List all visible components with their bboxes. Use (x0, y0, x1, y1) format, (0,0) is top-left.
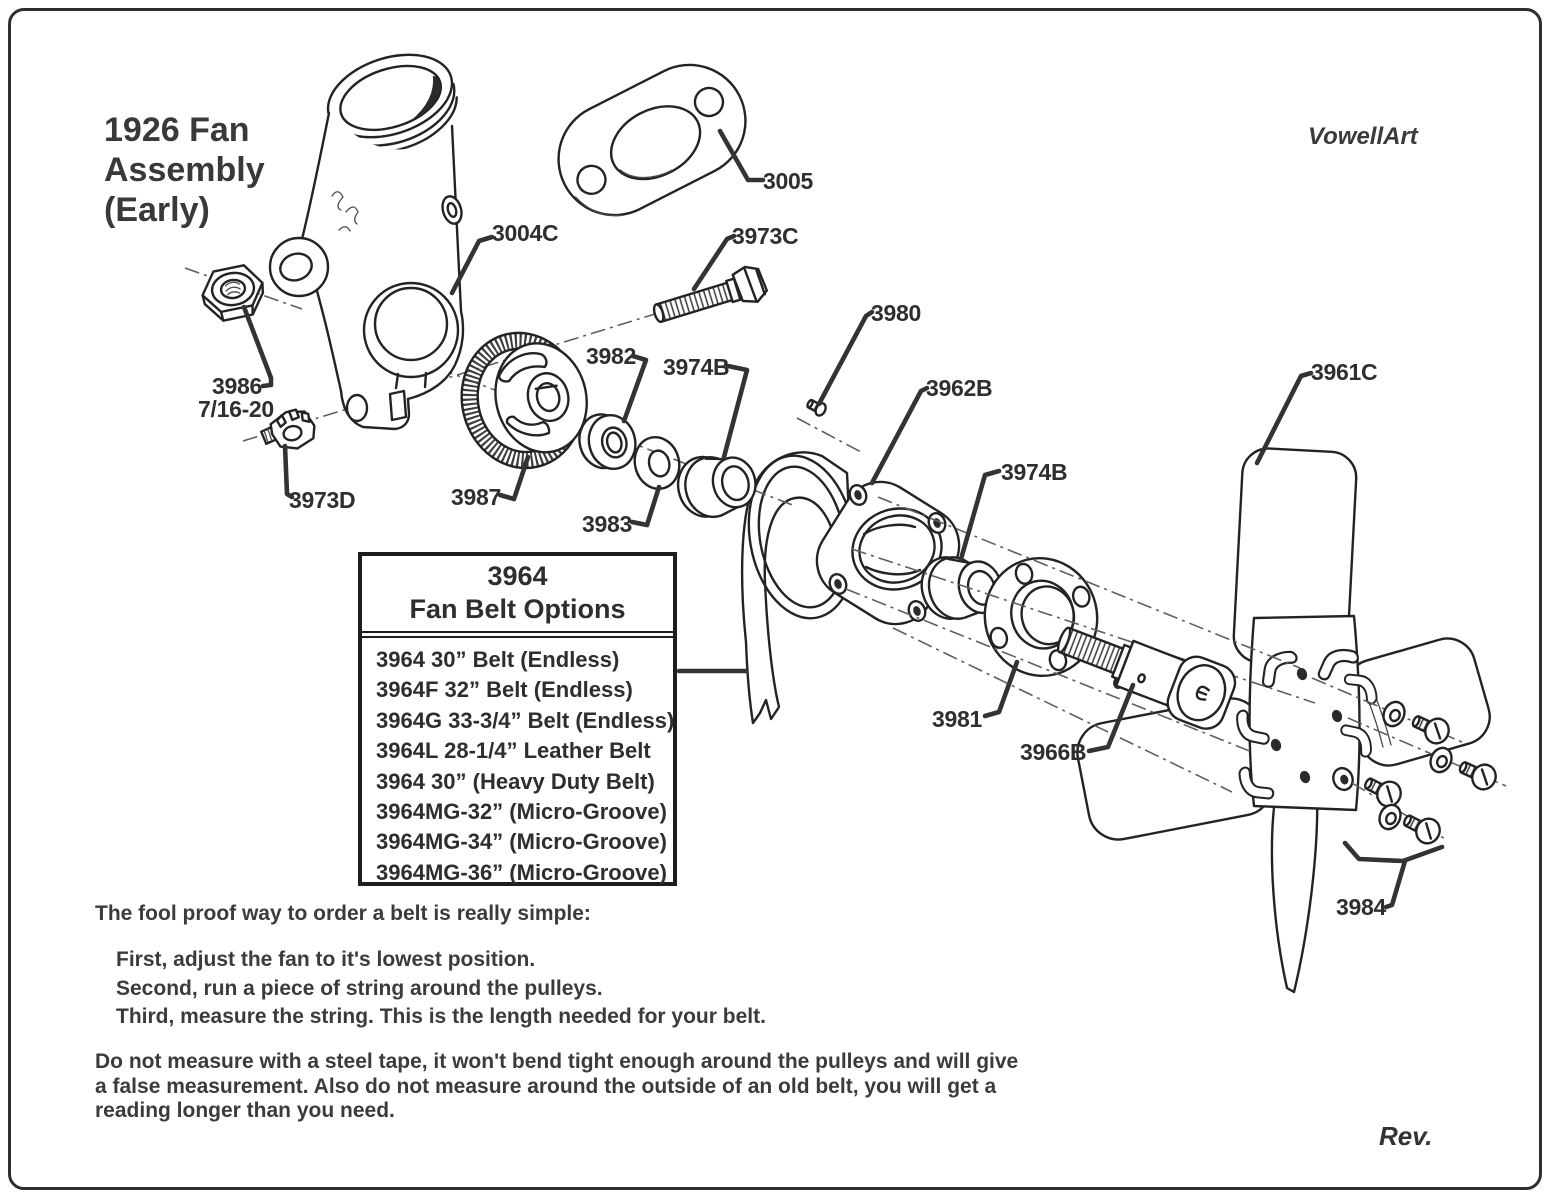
page-title-line3: (Early) (104, 191, 210, 229)
part-label-3987: 3987 (451, 484, 501, 510)
belt-option-row: 3964 30” Belt (Endless) (376, 647, 620, 672)
ordering-step: First, adjust the fan to it's lowest position. (116, 948, 536, 971)
page-title (104, 110, 265, 230)
part-label-3005: 3005 (763, 168, 813, 194)
fan-bracket-3004c (270, 40, 468, 429)
pin-3980 (805, 397, 827, 417)
part-label-3986-thread: 7/16-20 (198, 396, 274, 422)
washer-3983 (629, 432, 684, 493)
belt-option-row: 3964L 28-1/4” Leather Belt (376, 738, 651, 764)
part-label-3984: 3984 (1336, 894, 1386, 920)
gasket-3005 (539, 46, 764, 235)
fan-belt-options-table (358, 552, 677, 886)
belt-option-row: 3964MG-34” (Micro-Groove) (376, 829, 667, 855)
part-label-3973d: 3973D (289, 487, 356, 513)
part-label-3966b: 3966B (1020, 739, 1087, 765)
part-label-3973c: 3973C (732, 223, 799, 249)
belt-option-row: 3964F 32” Belt (Endless) (376, 677, 633, 703)
part-label-3986: 3986 (212, 373, 262, 399)
belt-option-row: 3964 30” (Heavy Duty Belt) (376, 768, 655, 794)
part-label-3974b-rear: 3974B (1001, 459, 1068, 485)
belt-table-subtitle: Fan Belt Options (409, 594, 626, 624)
page-title-line2: Assembly (104, 151, 265, 189)
part-label-3982: 3982 (586, 343, 636, 369)
part-label-3961c: 3961C (1311, 359, 1378, 385)
artist-credit: VowellArt (1308, 123, 1418, 150)
belt-option-row: 3964MG-36” (Micro-Groove) (376, 859, 667, 885)
ordering-step: Second, run a piece of string around the pulleys. (116, 976, 603, 1000)
belt-option-row: 3964MG-32” (Micro-Groove) (376, 799, 667, 825)
page-title-line1: 1926 Fan (104, 111, 250, 149)
belt-option-row: 3964G 33-3/4” Belt (Endless) (376, 707, 675, 733)
ordering-step: Third, measure the string. This is the length needed for your belt. (116, 1005, 766, 1029)
revision-label: Rev. (1379, 1121, 1433, 1151)
part-label-3981: 3981 (932, 706, 982, 732)
pulley-3987 (448, 319, 601, 481)
belt-table-divider (362, 631, 673, 638)
part-label-3974b-front: 3974B (663, 354, 730, 380)
ordering-intro: The fool proof way to order a belt is really simple: (95, 902, 591, 925)
part-label-3004c: 3004C (492, 220, 559, 246)
measuring-warning: Do not measure with a steel tape, it won't bend tight enough around the pulleys and will give a false measurement. Also do not measure around the outside of an old belt, you will get a reading longer than you need. (95, 1050, 1019, 1122)
fan-blade-bottom (1272, 790, 1317, 992)
part-label-3983: 3983 (582, 511, 632, 537)
bolt-3973c (649, 263, 769, 332)
part-label-3980: 3980 (871, 300, 921, 326)
belt-table-title: 3964 (487, 561, 548, 591)
hex-nut-3986 (199, 263, 267, 323)
ordering-steps (116, 946, 766, 1032)
part-label-3962b: 3962B (926, 375, 993, 401)
